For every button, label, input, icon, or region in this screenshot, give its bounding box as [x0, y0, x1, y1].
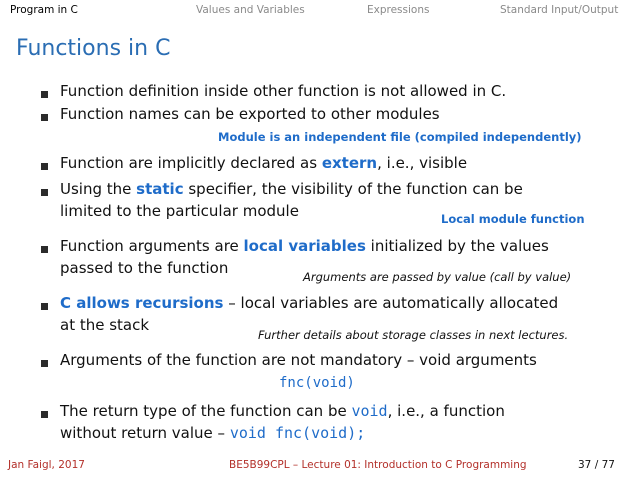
code-fnc-void: fnc(void) [279, 375, 355, 391]
bullet-marker [41, 163, 48, 170]
bullet-1-text: Function definition inside other function is not allowed in C. [60, 82, 507, 100]
slide-title: Functions in C [16, 36, 171, 61]
bullet-5-line1: Function arguments are local variables initialized by the values [60, 237, 549, 255]
nav-item-expressions[interactable]: Expressions [367, 4, 430, 16]
bullet-5-line2: passed to the function [60, 259, 229, 277]
bullet-2-note: Module is an independent file (compiled independently) [218, 130, 582, 144]
bullet-4-line2: limited to the particular module [60, 202, 299, 220]
bullet-2-text: Function names can be exported to other modules [60, 105, 440, 123]
bullet-marker [41, 114, 48, 121]
code-void: void [351, 402, 388, 420]
bullet-marker [41, 411, 48, 418]
bullet-marker [41, 303, 48, 310]
keyword-recursions: C allows recursions [60, 294, 224, 312]
keyword-local-variables: local variables [243, 237, 366, 255]
code-void-fnc: void fnc(void); [229, 424, 366, 442]
bullet-marker [41, 189, 48, 196]
footer-lecture: BE5B99CPL – Lecture 01: Introduction to C Programming [229, 459, 527, 471]
bullet-6-line1: C allows recursions – local variables are automatically allocated [60, 294, 559, 312]
slide-navigation [0, 0, 638, 22]
bullet-marker [41, 91, 48, 98]
bullet-8-line1: The return type of the function can be void, i.e., a function [60, 402, 505, 420]
bullet-6-line2: at the stack [60, 316, 150, 334]
nav-item-program-in-c[interactable]: Program in C [10, 4, 78, 16]
bullet-4-line1: Using the static specifier, the visibility of the function can be [60, 180, 523, 198]
bullet-8-line2: without return value – void fnc(void); [60, 424, 366, 442]
keyword-static: static [136, 180, 184, 198]
bullet-7-text: Arguments of the function are not mandatory – void arguments [60, 351, 537, 369]
footer-author: Jan Faigl, 2017 [8, 459, 85, 471]
bullet-marker [41, 246, 48, 253]
bullet-4-note: Local module function [441, 212, 585, 226]
bullet-3-text: Function are implicitly declared as extern, i.e., visible [60, 154, 468, 172]
nav-item-standard-io[interactable]: Standard Input/Output [500, 4, 619, 16]
nav-item-values-and-variables[interactable]: Values and Variables [196, 4, 305, 16]
keyword-extern: extern [321, 154, 378, 172]
bullet-6-note: Further details about storage classes in next lectures. [258, 328, 569, 342]
footer-page-number: 37 / 77 [578, 459, 615, 471]
bullet-5-note: Arguments are passed by value (call by value) [303, 270, 572, 284]
bullet-marker [41, 360, 48, 367]
